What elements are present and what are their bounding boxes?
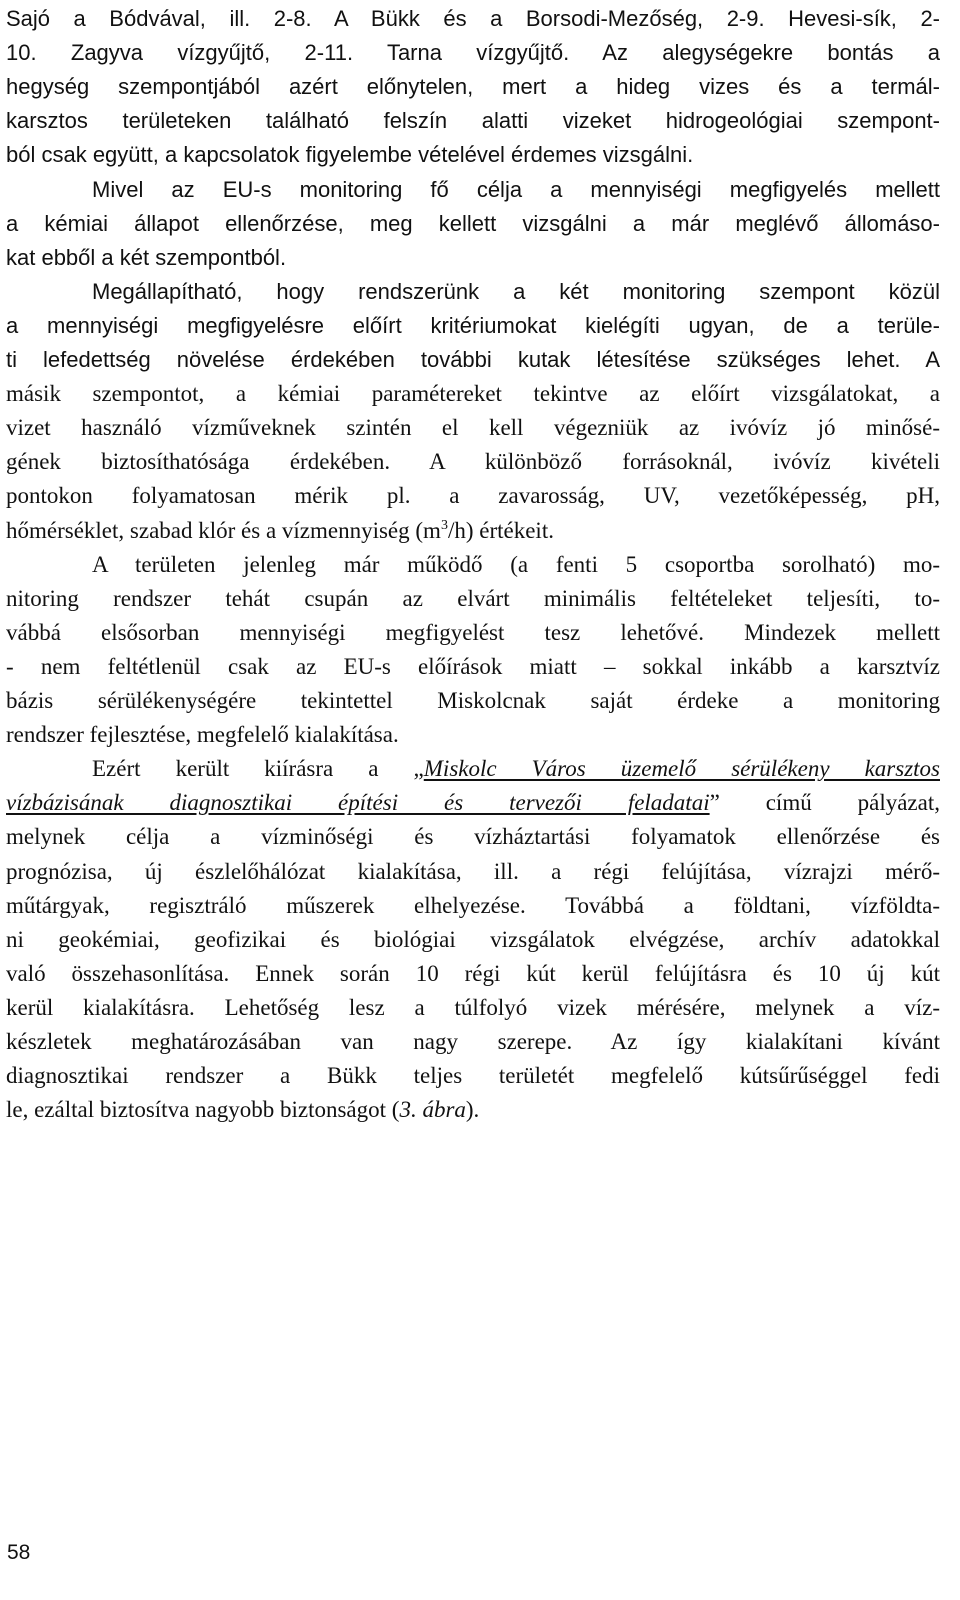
text-line xyxy=(92,173,940,207)
text-segment: ). xyxy=(465,1097,480,1123)
text-line xyxy=(6,786,940,820)
text-line xyxy=(6,514,940,548)
text-segment: kat ebből a két szempontból. xyxy=(6,244,287,270)
text-segment: készletek meghatározásában van nagy szerepe. Az így kialakítani kívánt xyxy=(6,1029,940,1054)
text-segment: másik szempontot, a kémiai paramétereket tekintve az előírt vizsgálatokat, a xyxy=(6,381,940,407)
text-line xyxy=(6,889,940,923)
text-segment: műtárgyak, regisztráló műszerek elhelyezése. Továbbá a földtani, vízföldta- xyxy=(6,892,940,918)
text-segment: le, ezáltal biztosítva nagyobb biztonságot ( xyxy=(6,1097,400,1123)
text-line xyxy=(6,582,940,616)
text-segment: Mivel az EU-s monitoring fő célja a mennyiségi megfigyelés mellett xyxy=(92,176,940,202)
text-segment: hegység szempontjából azért előnytelen, mert a hideg vizes és a termál- xyxy=(6,74,940,100)
page-number: 58 xyxy=(7,1541,31,1564)
text-line xyxy=(6,991,940,1025)
text-segment: 3 xyxy=(440,517,448,533)
text-segment: - nem feltétlenül csak az EU-s előírások miatt – sokkal inkább a karsztvíz xyxy=(6,653,940,679)
text-segment: bázis sérülékenységére tekintettel Miskolcnak saját érdeke a monitoring xyxy=(6,688,940,713)
text-segment: nitoring rendszer tehát csupán az elvárt minimális feltételeket teljesíti, to- xyxy=(6,585,940,611)
text-segment: A területen jelenleg már működő (a fenti 5 csoportba sorolható) mo- xyxy=(92,551,940,577)
text-segment: karsztos területeken található felszín alatti vizeket hidrogeológiai szempont- xyxy=(6,108,940,134)
text-segment: 3. ábra xyxy=(399,1097,466,1123)
text-segment: 10. Zagyva vízgyűjtő, 2-11. Tarna vízgyűjtő. Az alegységekre bontás a xyxy=(6,40,940,66)
text-line xyxy=(92,752,940,786)
text-line xyxy=(6,957,940,991)
text-segment: /h) értékeit. xyxy=(447,517,554,543)
text-segment: prognózisa, új észlelőhálózat kialakítása, ill. a régi felújítása, vízrajzi mérő- xyxy=(6,858,940,884)
text-segment: ni geokémiai, geofizikai és biológiai vizsgálatok elvégzése, archív adatokkal xyxy=(6,926,940,952)
text-line xyxy=(6,70,940,104)
text-line xyxy=(6,377,940,411)
text-line xyxy=(6,1059,940,1093)
text-line xyxy=(6,104,940,138)
text-line xyxy=(6,1093,940,1127)
text-segment: Miskolc Város üzemelő sérülékeny karsztos xyxy=(423,756,940,782)
text-line xyxy=(6,718,940,752)
text-line xyxy=(6,411,940,445)
text-segment: hőmérséklet, szabad klór és a vízmennyiség (m xyxy=(6,517,441,543)
text-segment: kerül kialakításra. Lehetőség lesz a túlfolyó vizek mérésére, melynek a víz- xyxy=(6,994,940,1020)
text-segment: ti lefedettség növelése érdekében további kutak létesítése szükséges lehet. A xyxy=(6,347,940,372)
text-segment: gének biztosíthatósága érdekében. A különböző forrásoknál, ivóvíz kivételi xyxy=(6,449,940,475)
text-segment: való összehasonlítása. Ennek során 10 régi kút kerül felújításra és 10 új kút xyxy=(6,960,940,986)
text-segment: melynek célja a vízminőségi és vízháztartási folyamatok ellenőrzése és xyxy=(6,824,940,850)
text-line xyxy=(6,445,940,479)
text-line xyxy=(6,2,940,36)
text-segment: Ezért került kiírásra a „ xyxy=(92,756,424,782)
text-line xyxy=(6,923,940,957)
text-segment: vizet használó vízműveknek szintén el kell végezniük az ivóvíz jó minősé- xyxy=(6,415,940,441)
text-segment: a mennyiségi megfigyelésre előírt kritériumokat kielégíti ugyan, de a terüle- xyxy=(6,312,940,338)
text-line xyxy=(6,207,940,241)
text-line xyxy=(6,1025,940,1059)
text-segment: vízbázisának diagnosztikai építési és tervezői feladatai xyxy=(6,790,710,816)
text-segment: pontokon folyamatosan mérik pl. a zavarosság, UV, vezetőképesség, pH, xyxy=(6,483,940,509)
text-segment: diagnosztikai rendszer a Bükk teljes területét megfelelő kútsűrűséggel fedi xyxy=(6,1063,940,1089)
text-line xyxy=(6,820,940,854)
text-segment: Megállapítható, hogy rendszerünk a két monitoring szempont közül xyxy=(92,278,940,304)
text-line xyxy=(6,616,940,650)
text-line xyxy=(92,275,940,309)
text-line xyxy=(92,548,940,582)
text-segment: vábbá elsősorban mennyiségi megfigyelést tesz lehetővé. Mindezek mellett xyxy=(6,619,940,645)
text-line xyxy=(6,309,940,343)
text-line xyxy=(6,684,940,718)
text-line xyxy=(6,138,940,172)
text-line xyxy=(6,855,940,889)
text-segment: Sajó a Bódvával, ill. 2-8. A Bükk és a Borsodi-Mezőség, 2-9. Hevesi-sík, 2- xyxy=(6,6,940,31)
text-line xyxy=(6,479,940,513)
text-line xyxy=(6,241,940,275)
text-segment: ” című pályázat, xyxy=(709,790,940,816)
text-line xyxy=(6,650,940,684)
text-segment: a kémiai állapot ellenőrzése, meg kellett vizsgálni a már meglévő állomáso- xyxy=(6,210,940,236)
text-segment: rendszer fejlesztése, megfelelő kialakítása. xyxy=(6,722,399,748)
text-line xyxy=(6,343,940,377)
text-segment: ból csak együtt, a kapcsolatok figyelembe vételével érdemes vizsgálni. xyxy=(6,142,694,168)
text-line xyxy=(6,36,940,70)
